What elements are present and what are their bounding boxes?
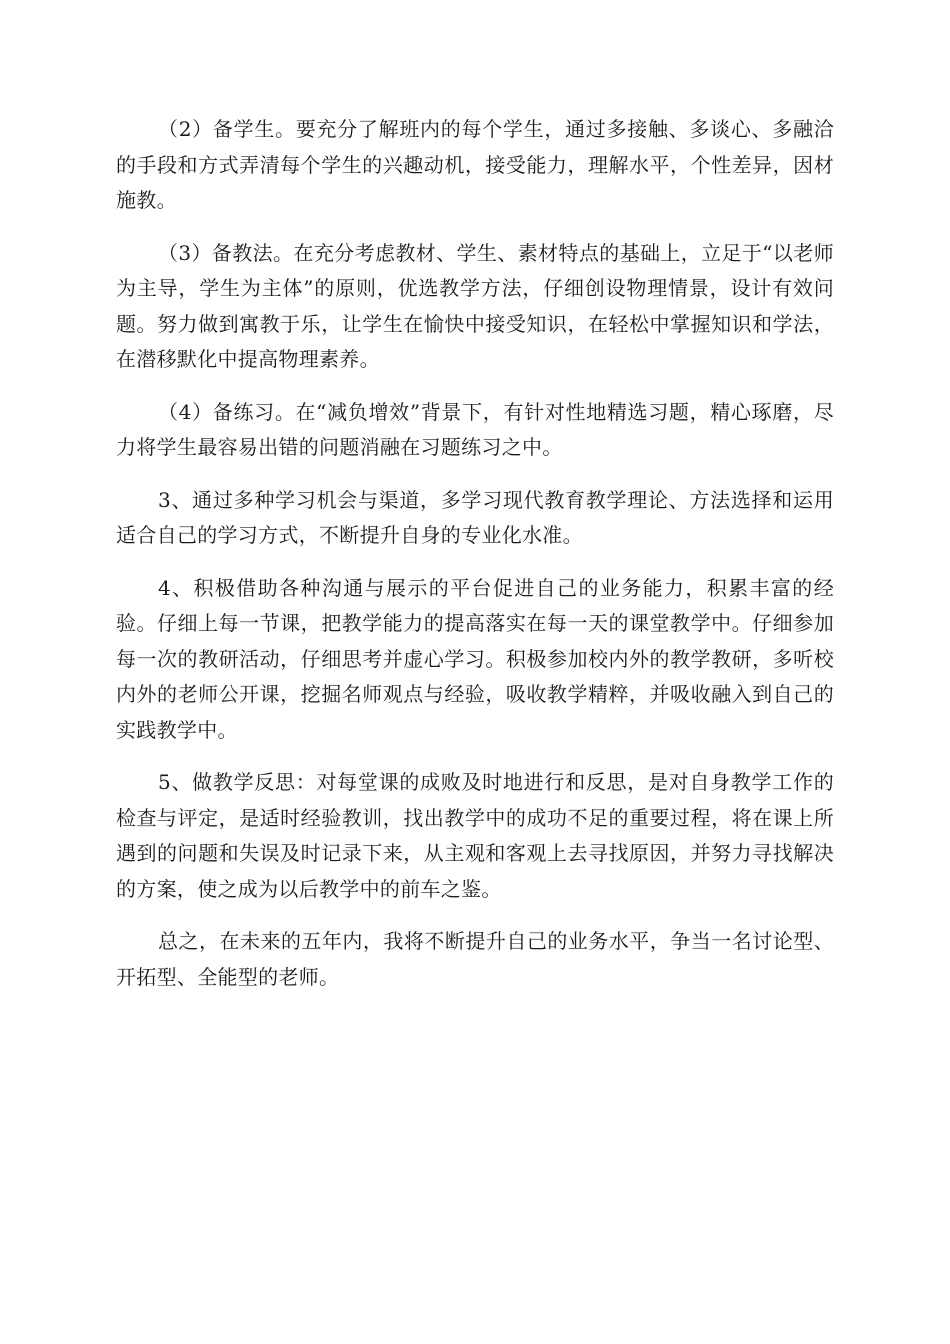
paragraph-prepare-students: （2）备学生。要充分了解班内的每个学生，通过多接触、多谈心、多融洽的手段和方式弄清每个学生的兴趣动机，接受能力，理解水平，个性差异，因材施教。 <box>116 117 834 212</box>
document-page <box>116 112 834 1012</box>
paragraph-item-5: 5、做教学反思：对每堂课的成败及时地进行和反思，是对自身教学工作的检查与评定，是适时经验教训，找出教学中的成功不足的重要过程，将在课上所遇到的问题和失误及时记录下来，从主观和客观上去寻找原因，并努力寻找解决的方案，使之成为以后教学中的前车之鉴。 <box>116 770 834 901</box>
paragraph-conclusion: 总之，在未来的五年内，我将不断提升自己的业务水平，争当一名讨论型、开拓型、全能型的老师。 <box>116 929 834 989</box>
paragraph-prepare-methods: （3）备教法。在充分考虑教材、学生、素材特点的基础上，立足于“以老师为主导，学生为主体”的原则，优选教学方法，仔细创设物理情景，设计有效问题。努力做到寓教于乐，让学生在愉快中接受知识，在轻松中掌握知识和学法，在潜移默化中提高物理素养。 <box>116 240 834 371</box>
paragraph-item-3: 3、通过多种学习机会与渠道，多学习现代教育教学理论、方法选择和运用适合自己的学习方式，不断提升自身的专业化水准。 <box>116 487 834 547</box>
paragraph-item-4: 4、积极借助各种沟通与展示的平台促进自己的业务能力，积累丰富的经验。仔细上每一节课，把教学能力的提高落实在每一天的课堂教学中。仔细参加每一次的教研活动，仔细思考并虚心学习。积极参加校内外的教学教研，多听校内外的老师公开课，挖掘名师观点与经验，吸收教学精粹，并吸收融入到自己的实践教学中。 <box>116 575 834 742</box>
paragraph-prepare-exercises: （4）备练习。在“减负增效”背景下，有针对性地精选习题，精心琢磨，尽力将学生最容易出错的问题消融在习题练习之中。 <box>116 399 834 459</box>
